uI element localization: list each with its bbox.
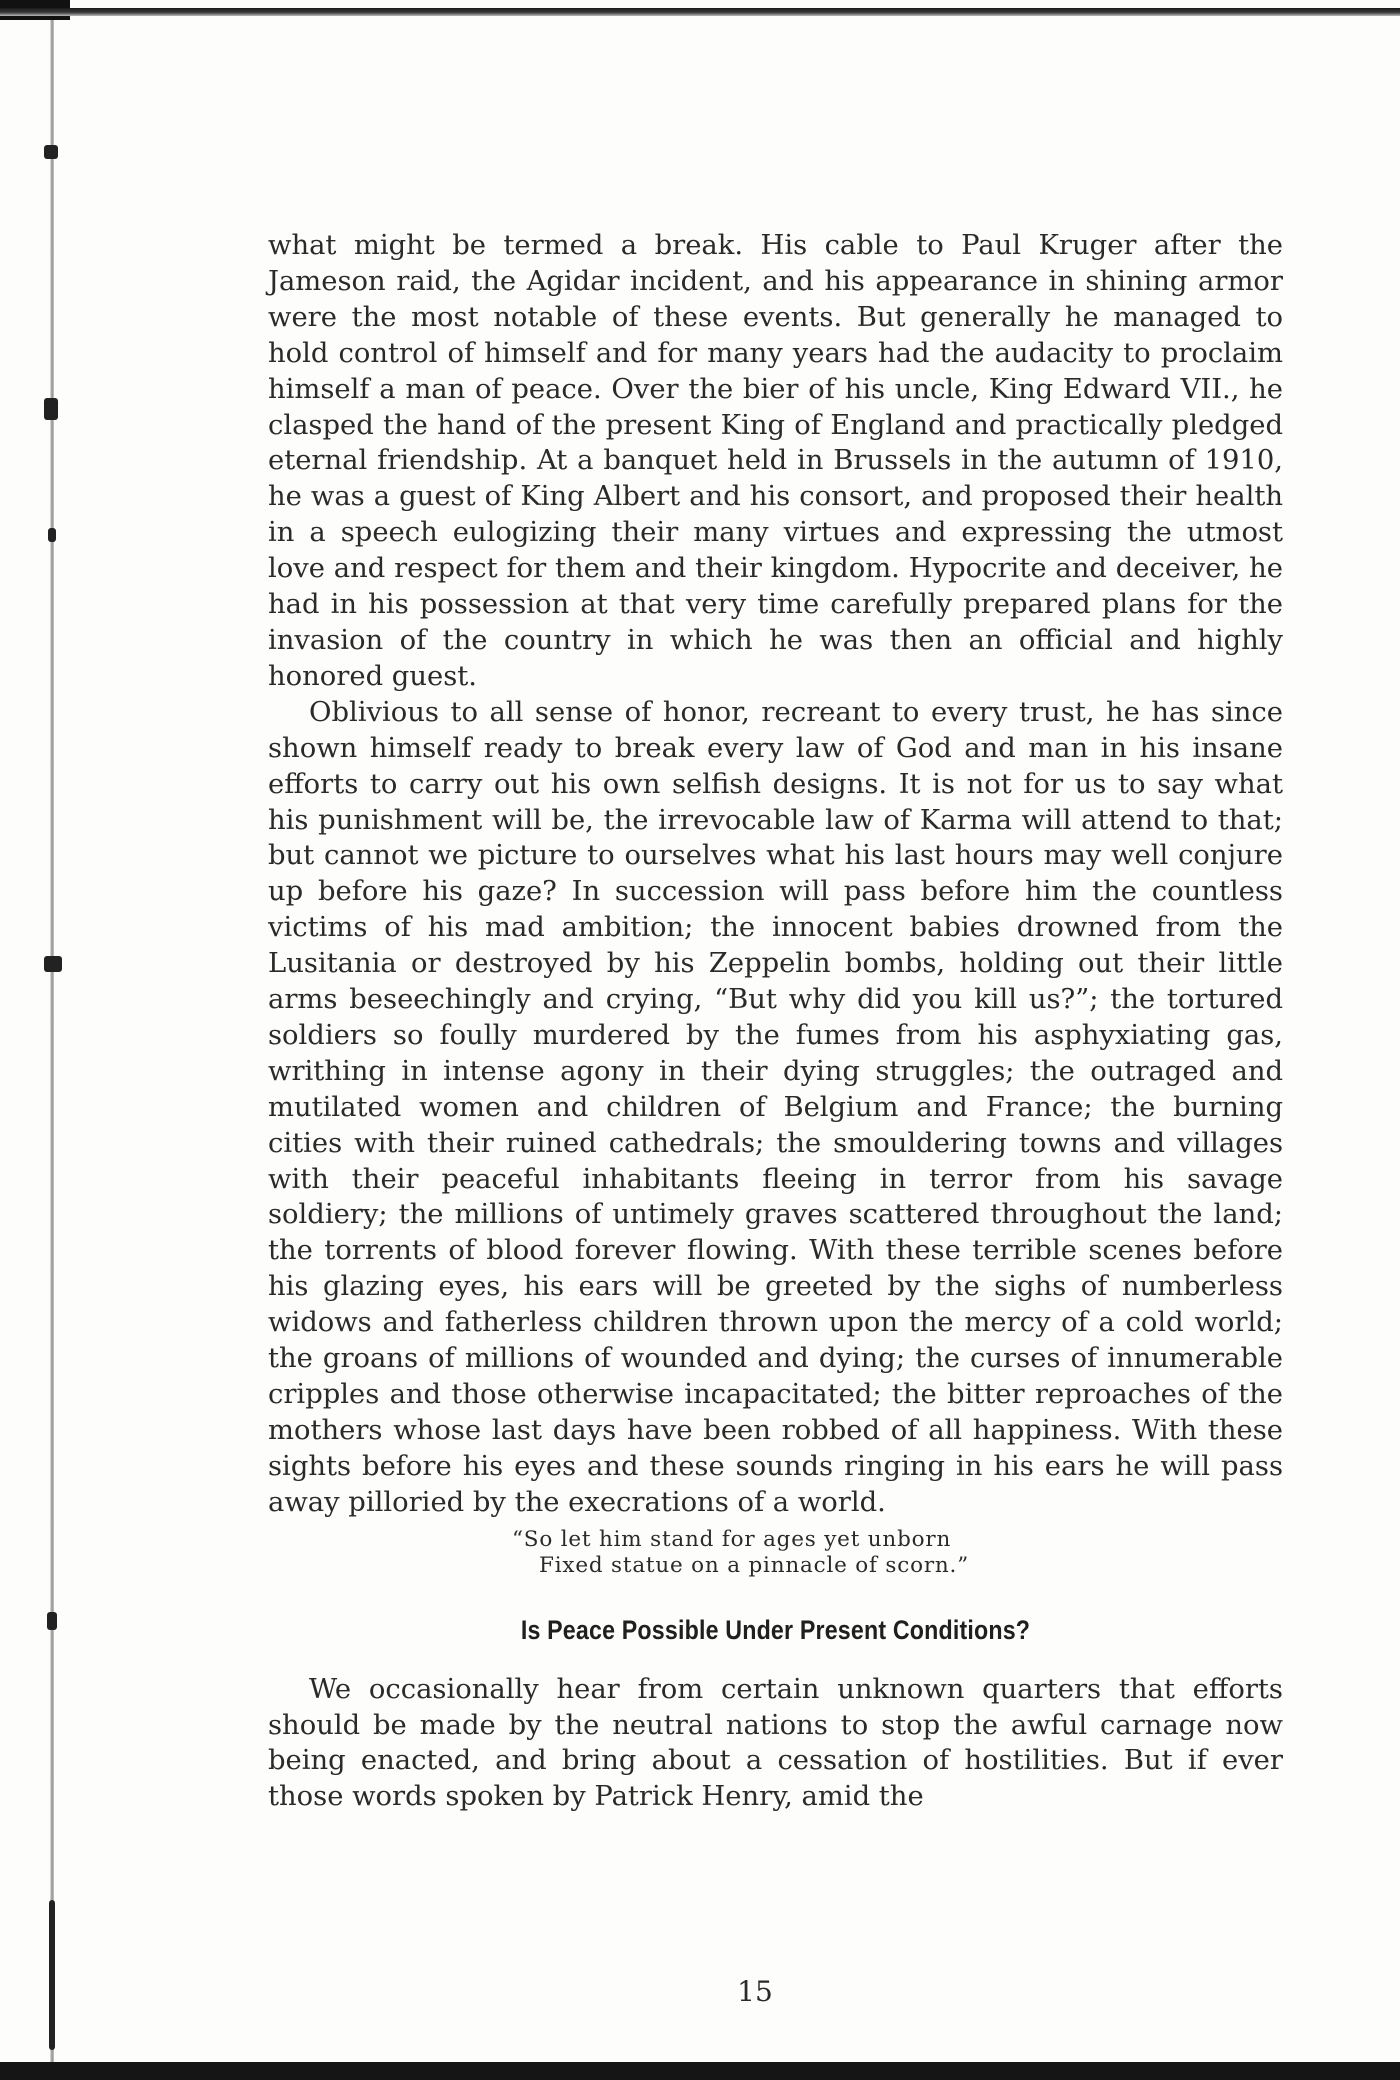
verse-line: “So let him stand for ages yet unborn xyxy=(512,1526,952,1552)
binding-stitch xyxy=(44,145,58,159)
body-paragraph: what might be termed a break. His cable to Paul Kruger after the Jameson raid, the Agidar incident, and his appearance in shining armor were the most notable of these events. But generally he managed to hold control of himself and for many years had the audacity to proclaim himself a man of peace. Over the bier of his uncle, King Edward VII., he clasped the hand of the present King of England and practically pledged eternal friendship. At a banquet held in Brussels in the autumn of 1910, he was a guest of King Albert and his consort, and proposed their health in a speech eulogizing their many virtues and expressing the utmost love and respect for them and their kingdom. Hypocrite and deceiver, he had in his possession at that very time carefully prepared plans for the invasion of the country in which he was then an official and highly honored guest. xyxy=(268,230,1283,692)
verse-line: Fixed statue on a pinnacle of scorn.” xyxy=(539,1552,969,1578)
body-paragraph: We occasionally hear from certain unknown quarters that efforts should be made by the neutral nations to stop the awful carnage now being enacted, and bring about a cessation of hostilities. But if ever those words spoken by Patrick Henry, amid the xyxy=(268,1673,1283,1813)
binding-stitch xyxy=(44,956,62,972)
scan-top-edge xyxy=(0,8,1400,16)
verse-quote xyxy=(512,1527,1283,1579)
page-body xyxy=(268,228,1283,1815)
binding-stitch xyxy=(44,398,58,420)
binding-edge xyxy=(40,20,60,2062)
page-number: 15 xyxy=(737,1975,773,2008)
body-paragraph: Oblivious to all sense of honor, recreant to every trust, he has since shown himself ready to break every law of God and man in his insane efforts to carry out his own selfish designs. It is not for us to say what his punishment will be, the irrevocable law of Karma will attend to that; but cannot we picture to ourselves what his last hours may well conjure up before his gaze? In succession will pass before him the countless victims of his mad ambition; the innocent babies drowned from the Lusitania or destroyed by his Zeppelin bombs, holding out their little arms beseechingly and crying, “But why did you kill us?”; the tortured soldiers so foully murdered by the fumes from his asphyxiating gas, writhing in intense agony in their dying struggles; the outraged and mutilated women and children of Belgium and France; the burning cities with their ruined cathedrals; the smouldering towns and villages with their peaceful inhabitants fleeing in terror from his savage soldiery; the millions of untimely graves scattered throughout the land; the torrents of blood forever flowing. With these terrible scenes before his glazing eyes, his ears will be greeted by the sighs of numberless widows and fatherless children thrown upon the mercy of a cold world; the groans of millions of wounded and dying; the curses of innumerable cripples and those otherwise incapacitated; the bitter reproaches of the mothers whose last days have been robbed of all happiness. With these sights before his eyes and these sounds ringing in his ears he will pass away pilloried by the execrations of a world. xyxy=(268,696,1283,1518)
scan-bottom-edge xyxy=(0,2062,1400,2080)
binding-line xyxy=(50,20,54,2062)
binding-stitch xyxy=(47,1612,57,1630)
section-heading: Is Peace Possible Under Present Conditions? xyxy=(520,1614,1031,1645)
binding-stitch xyxy=(48,528,56,542)
